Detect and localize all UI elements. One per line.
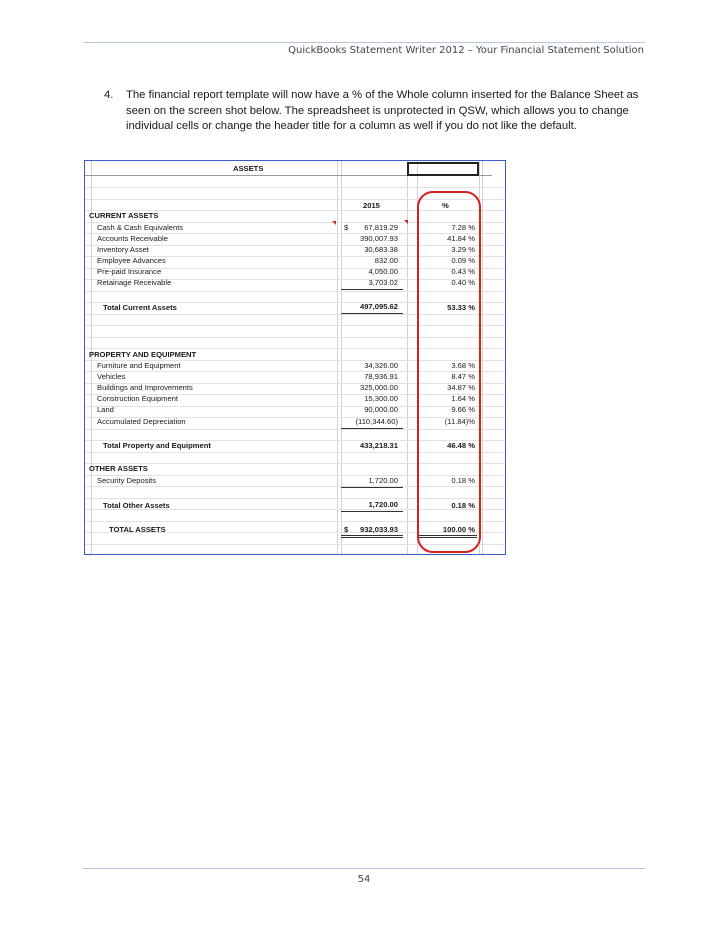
footer-rule bbox=[83, 868, 645, 869]
row-pct[interactable]: 3.29 % bbox=[451, 245, 475, 254]
row-amount[interactable]: 390,007.93 bbox=[359, 234, 398, 243]
row-label: Buildings and Improvements bbox=[97, 383, 193, 392]
row-pct[interactable]: 0.43 % bbox=[451, 267, 475, 276]
total-label: Total Property and Equipment bbox=[103, 441, 211, 450]
highlight-oval bbox=[417, 191, 481, 553]
page-number: 54 bbox=[357, 874, 371, 885]
row-amount[interactable]: 78,936.91 bbox=[364, 372, 398, 381]
step-text: The financial report template will now have a % of the Whole column inserted for the Balance Sheet as seen on the screen shot below. The spreadsheet is unprotected in QSW, which allows you to change individual cells or change the header title for a column as well if you do not like the default. bbox=[126, 89, 639, 132]
total-rule bbox=[341, 511, 403, 512]
grid-col bbox=[341, 161, 342, 554]
row-label: Pre-paid Insurance bbox=[97, 267, 162, 276]
row-amount[interactable]: 325,000.00 bbox=[359, 383, 398, 392]
total-pct[interactable]: 53.33 % bbox=[447, 303, 475, 312]
total-amount[interactable]: 1,720.00 bbox=[368, 500, 398, 509]
column-header-year[interactable]: 2015 bbox=[363, 201, 380, 210]
subtotal-rule bbox=[341, 428, 403, 429]
row-pct[interactable]: 7.28 % bbox=[451, 223, 475, 232]
row-pct[interactable]: 0.18 % bbox=[451, 476, 475, 485]
currency-symbol: $ bbox=[344, 525, 349, 534]
total-label: Total Current Assets bbox=[103, 303, 177, 312]
balance-sheet-screenshot bbox=[84, 160, 506, 555]
step-number: 4. bbox=[104, 89, 114, 101]
row-amount[interactable]: 67,819.29 bbox=[364, 223, 398, 232]
currency-symbol: $ bbox=[344, 223, 349, 232]
total-pct[interactable]: 0.18 % bbox=[451, 501, 475, 510]
running-header: QuickBooks Statement Writer 2012 – Your Financial Statement Solution bbox=[288, 45, 644, 56]
row-pct[interactable]: 3.68 % bbox=[451, 361, 475, 370]
total-amount[interactable]: 433,218.31 bbox=[359, 441, 398, 450]
step-4 bbox=[104, 88, 664, 135]
row-label: Furniture and Equipment bbox=[97, 361, 181, 370]
row-label: Vehicles bbox=[97, 372, 126, 381]
row-amount[interactable]: 1,720.00 bbox=[368, 476, 398, 485]
row-pct[interactable]: 34.87 % bbox=[447, 383, 475, 392]
row-pct[interactable]: 0.40 % bbox=[451, 278, 475, 287]
total-label: Total Other Assets bbox=[103, 501, 170, 510]
row-pct[interactable]: 1.64 % bbox=[451, 394, 475, 403]
row-pct[interactable]: 9.66 % bbox=[451, 405, 475, 414]
row-amount[interactable]: 832.00 bbox=[374, 256, 398, 265]
row-label: Cash & Cash Equivalents bbox=[97, 223, 184, 232]
section-current-assets: CURRENT ASSETS bbox=[89, 211, 159, 220]
note-flag-icon bbox=[404, 220, 408, 224]
row-label: Retainage Receivable bbox=[97, 278, 172, 287]
row-label: Land bbox=[97, 405, 114, 414]
row-amount[interactable]: 4,050.00 bbox=[368, 267, 398, 276]
sheet-title: ASSETS bbox=[233, 164, 264, 173]
row-label: Inventory Asset bbox=[97, 245, 149, 254]
row-amount[interactable]: 3,703.02 bbox=[368, 278, 398, 287]
subtotal-rule bbox=[341, 289, 403, 290]
row-amount[interactable]: 30,683.38 bbox=[364, 245, 398, 254]
note-flag-icon bbox=[332, 221, 336, 225]
grand-total-label: TOTAL ASSETS bbox=[109, 525, 166, 534]
grid-row bbox=[85, 187, 505, 188]
row-amount[interactable]: (110,344.60) bbox=[355, 417, 398, 426]
row-pct[interactable]: 8.47 % bbox=[451, 372, 475, 381]
row-pct[interactable]: (11.84)% bbox=[444, 417, 475, 426]
row-amount[interactable]: 34,326.00 bbox=[364, 361, 398, 370]
row-pct[interactable]: 0.09 % bbox=[451, 256, 475, 265]
row-label: Construction Equipment bbox=[97, 394, 179, 403]
total-rule bbox=[341, 313, 403, 314]
total-pct[interactable]: 46.48 % bbox=[447, 441, 475, 450]
grid-col bbox=[482, 161, 483, 554]
row-amount[interactable]: 15,300.00 bbox=[364, 394, 398, 403]
row-label: Accounts Receivable bbox=[97, 234, 168, 243]
selected-cell[interactable] bbox=[407, 162, 479, 176]
subtotal-rule bbox=[341, 487, 403, 488]
header-rule bbox=[83, 42, 645, 43]
section-other-assets: OTHER ASSETS bbox=[89, 464, 148, 473]
grid-col bbox=[337, 161, 338, 554]
row-amount[interactable]: 90,000.00 bbox=[364, 405, 398, 414]
section-property-equipment: PROPERTY AND EQUIPMENT bbox=[89, 350, 197, 359]
row-label: Employee Advances bbox=[97, 256, 166, 265]
grand-total-pct[interactable]: 100.00 % bbox=[442, 525, 475, 534]
double-rule bbox=[341, 535, 403, 538]
grand-total-amount[interactable]: 932,033.93 bbox=[359, 525, 398, 534]
row-pct[interactable]: 41.84 % bbox=[447, 234, 475, 243]
column-header-pct[interactable]: % bbox=[442, 201, 449, 210]
row-label: Security Deposits bbox=[97, 476, 157, 485]
total-amount[interactable]: 497,095.62 bbox=[359, 302, 398, 311]
row-label: Accumulated Depreciation bbox=[97, 417, 186, 426]
